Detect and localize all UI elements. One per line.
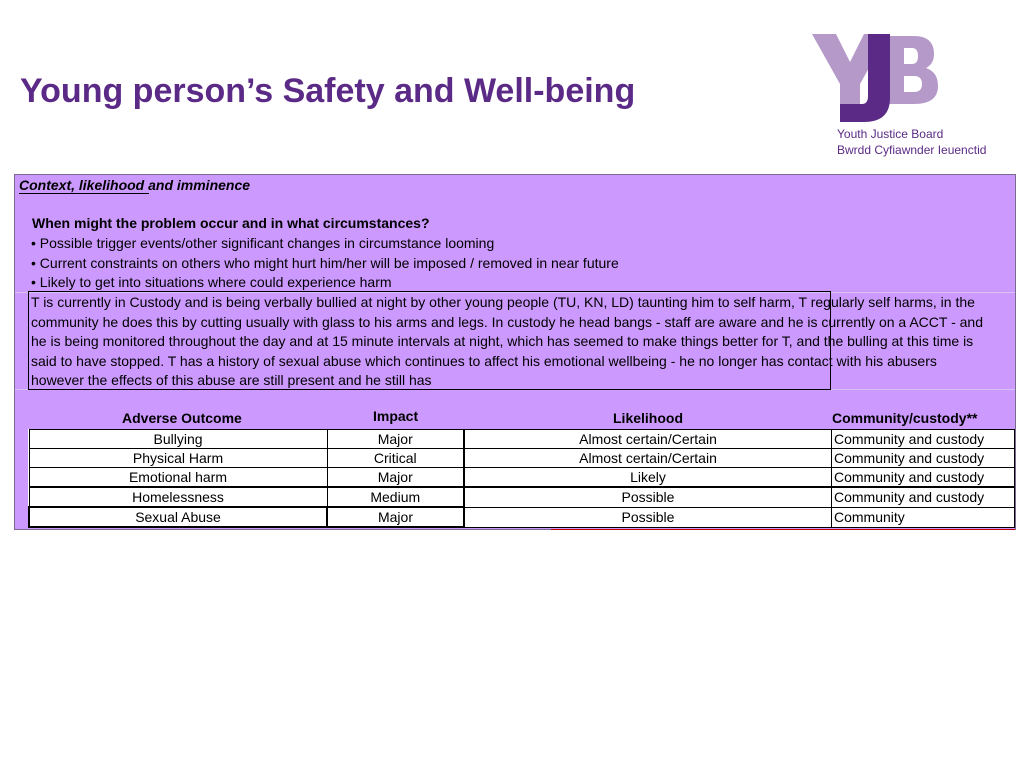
table-row	[29, 468, 1015, 488]
circumstances-question: When might the problem occur and in what circumstances?	[32, 215, 430, 231]
cell-likelihood: Possible	[464, 507, 832, 527]
cell-community: Community	[832, 507, 1015, 527]
cell-outcome: Bullying	[29, 430, 327, 449]
table-row	[29, 449, 1015, 468]
red-underline	[551, 529, 1015, 530]
cell-impact: Major	[327, 507, 464, 527]
cell-impact: Medium	[327, 487, 464, 507]
page-title: Young person’s Safety and Well-being	[20, 72, 636, 110]
cell-outcome: Emotional harm	[29, 468, 327, 488]
header-community-custody: Community/custody**	[832, 410, 978, 426]
cell-outcome: Homelessness	[29, 487, 327, 507]
cell-community: Community and custody	[832, 487, 1015, 507]
table-row	[29, 430, 1015, 449]
header-adverse-outcome: Adverse Outcome	[122, 410, 242, 426]
header-impact: Impact	[373, 408, 419, 424]
bullet-item: • Current constraints on others who might hurt him/her will be imposed / removed in near future	[31, 255, 619, 271]
cell-community: Community and custody	[832, 449, 1015, 468]
narrative-text: T is currently in Custody and is being verbally bullied at night by other young people (TU, KN, LD) taunting him to self harm, T regularly self harms, in the community he does this by cutting usually with glass to his arms and legs. In custody he head bangs - staff are aware and he is currently on a ACCT - and he is being monitored throughout the day and at 15 minute intervals at night, which has seemed to make things better for T, and the bulling at this time is said to have stopped. T has a history of sexual abuse which continues to affect his emotional wellbeing - he no longer has contact with his abusers however the effects of this abuse are still present and he still has	[31, 294, 983, 388]
cell-community: Community and custody	[832, 430, 1015, 449]
table-row	[29, 487, 1015, 507]
logo-text-welsh: Bwrdd Cyfiawnder Ieuenctid	[837, 143, 987, 157]
cell-likelihood: Almost certain/Certain	[464, 430, 832, 449]
cell-likelihood: Possible	[464, 487, 832, 507]
cell-outcome: Sexual Abuse	[29, 507, 327, 527]
cell-likelihood: Likely	[464, 468, 832, 488]
logo-text-english: Youth Justice Board	[837, 127, 944, 141]
cell-likelihood: Almost certain/Certain	[464, 449, 832, 468]
bullet-item: • Likely to get into situations where could experience harm	[31, 274, 392, 290]
cell-impact: Major	[327, 468, 464, 488]
cell-outcome: Physical Harm	[29, 449, 327, 468]
cell-impact: Major	[327, 430, 464, 449]
risk-table	[28, 429, 1015, 528]
cell-impact: Critical	[327, 449, 464, 468]
bullet-item: • Possible trigger events/other significant changes in circumstance looming	[31, 235, 495, 251]
yjb-logo	[810, 32, 1000, 162]
header-likelihood: Likelihood	[613, 410, 683, 426]
cell-community: Community and custody	[832, 468, 1015, 488]
section-heading: Context, likelihood and imminence	[19, 177, 251, 193]
table-row	[29, 507, 1015, 527]
heading-underline	[19, 193, 149, 194]
